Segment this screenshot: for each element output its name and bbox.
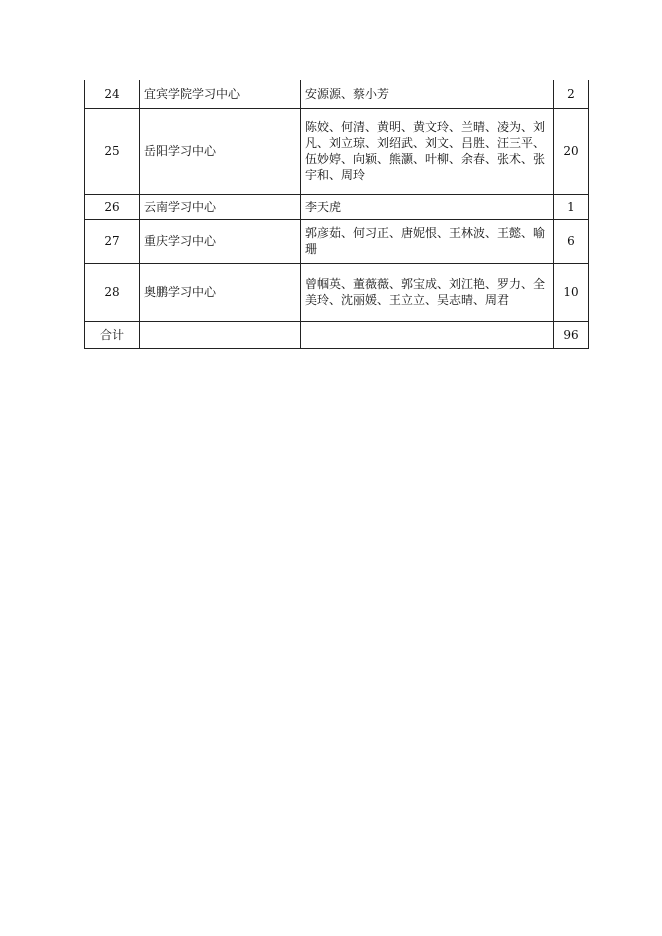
student-names: 郭彦茹、何习正、唐妮恨、王林波、王懿、喻珊: [301, 219, 554, 263]
total-label: 合计: [85, 321, 140, 348]
student-count: 10: [554, 263, 589, 321]
student-names: 李天虎: [301, 194, 554, 219]
total-row: [85, 321, 589, 348]
student-list-table: [84, 80, 589, 349]
table-row: [85, 219, 589, 263]
table-row: [85, 80, 589, 108]
student-count: 20: [554, 108, 589, 194]
row-number: 24: [85, 80, 140, 108]
learning-center-name: 宜宾学院学习中心: [140, 80, 301, 108]
row-number: 27: [85, 219, 140, 263]
total-center-empty: [140, 321, 301, 348]
learning-center-name: 岳阳学习中心: [140, 108, 301, 194]
student-names: 安源源、蔡小芳: [301, 80, 554, 108]
total-count: 96: [554, 321, 589, 348]
student-count: 6: [554, 219, 589, 263]
student-names: 陈姣、何清、黄明、黄文玲、兰晴、凌为、刘凡、刘立琼、刘绍武、刘文、吕胜、汪三平、伍妙婷、向颖、熊灏、叶柳、余春、张术、张宇和、周玲: [301, 108, 554, 194]
total-names-empty: [301, 321, 554, 348]
row-number: 28: [85, 263, 140, 321]
learning-center-name: 云南学习中心: [140, 194, 301, 219]
table-row: [85, 194, 589, 219]
row-number: 25: [85, 108, 140, 194]
student-count: 1: [554, 194, 589, 219]
table-row: [85, 263, 589, 321]
learning-center-name: 奥鹏学习中心: [140, 263, 301, 321]
student-count: 2: [554, 80, 589, 108]
table-row: [85, 108, 589, 194]
student-names: 曾帼英、董薇薇、郭宝成、刘江艳、罗力、全美玲、沈丽媛、王立立、吴志晴、周君: [301, 263, 554, 321]
row-number: 26: [85, 194, 140, 219]
learning-center-name: 重庆学习中心: [140, 219, 301, 263]
